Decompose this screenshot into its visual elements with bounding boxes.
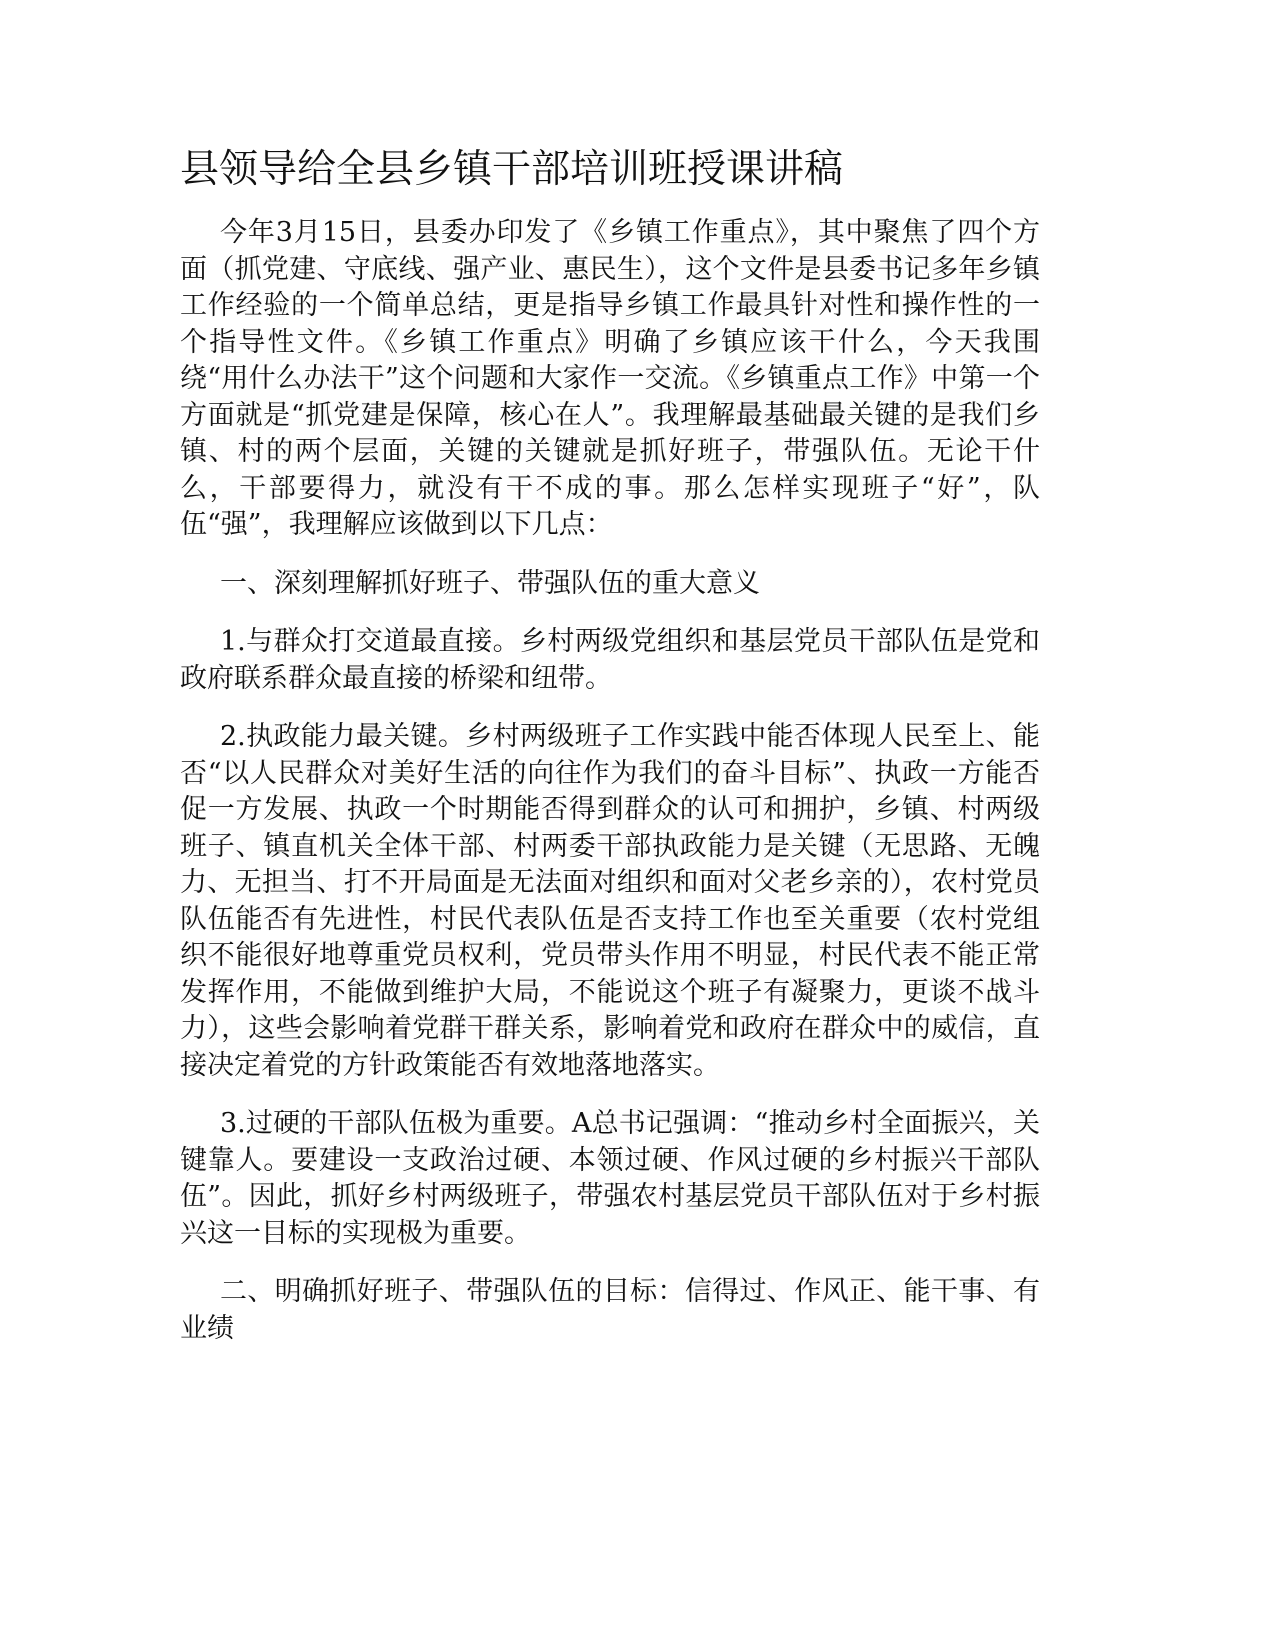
section-heading-2: 二、明确抓好班子、带强队伍的目标：信得过、作风正、能干事、有业绩 [180, 1276, 1040, 1344]
point-paragraph-1: 1.与群众打交道最直接。乡村两级党组织和基层党员干部队伍是党和政府联系群众最直接的桥梁和纽带。 [180, 626, 1040, 694]
point-paragraph-3: 3.过硬的干部队伍极为重要。A总书记强调：“推动乡村全面振兴，关键靠人。要建设一支政治过硬、本领过硬、作风过硬的乡村振兴干部队伍”。因此，抓好乡村两级班子，带强农村基层党员干部队伍对于乡村振兴这一目标的实现极为重要。 [180, 1108, 1040, 1249]
document-title: 县领导给全县乡镇干部培训班授课讲稿 [180, 147, 844, 192]
point-paragraph-2: 2.执政能力最关键。乡村两级班子工作实践中能否体现人民至上、能否“以人民群众对美好生活的向往作为我们的奋斗目标”、执政一方能否促一方发展、执政一个时期能否得到群众的认可和拥护，乡镇、村两级班子、镇直机关全体干部、村两委干部执政能力是关键（无思路、无魄力、无担当、打不开局面是无法面对组织和面对父老乡亲的），农村党员队伍能否有先进性，村民代表队伍是否支持工作也至关重要（农村党组织不能很好地尊重党员权利，党员带头作用不明显，村民代表不能正常发挥作用，不能做到维护大局，不能说这个班子有凝聚力，更谈不战斗力），这些会影响着党群干群关系，影响着党和政府在群众中的威信，直接决定着党的方针政策能否有效地落地落实。 [180, 721, 1040, 1081]
section-heading-1: 一、深刻理解抓好班子、带强队伍的重大意义 [220, 567, 760, 599]
document-page [180, 145, 1040, 1369]
intro-paragraph: 今年3月15日，县委办印发了《乡镇工作重点》，其中聚焦了四个方面（抓党建、守底线、强产业、惠民生），这个文件是县委书记多年乡镇工作经验的一个简单总结，更是指导乡镇工作最具针对性和操作性的一个指导性文件。《乡镇工作重点》明确了乡镇应该干什么，今天我围绕“用什么办法干”这个问题和大家作一交流。《乡镇重点工作》中第一个方面就是“抓党建是保障，核心在人”。我理解最基础最关键的是我们乡镇、村的两个层面，关键的关键就是抓好班子，带强队伍。无论干什么，干部要得力，就没有干不成的事。那么怎样实现班子“好”，队伍“强”，我理解应该做到以下几点： [180, 217, 1040, 540]
